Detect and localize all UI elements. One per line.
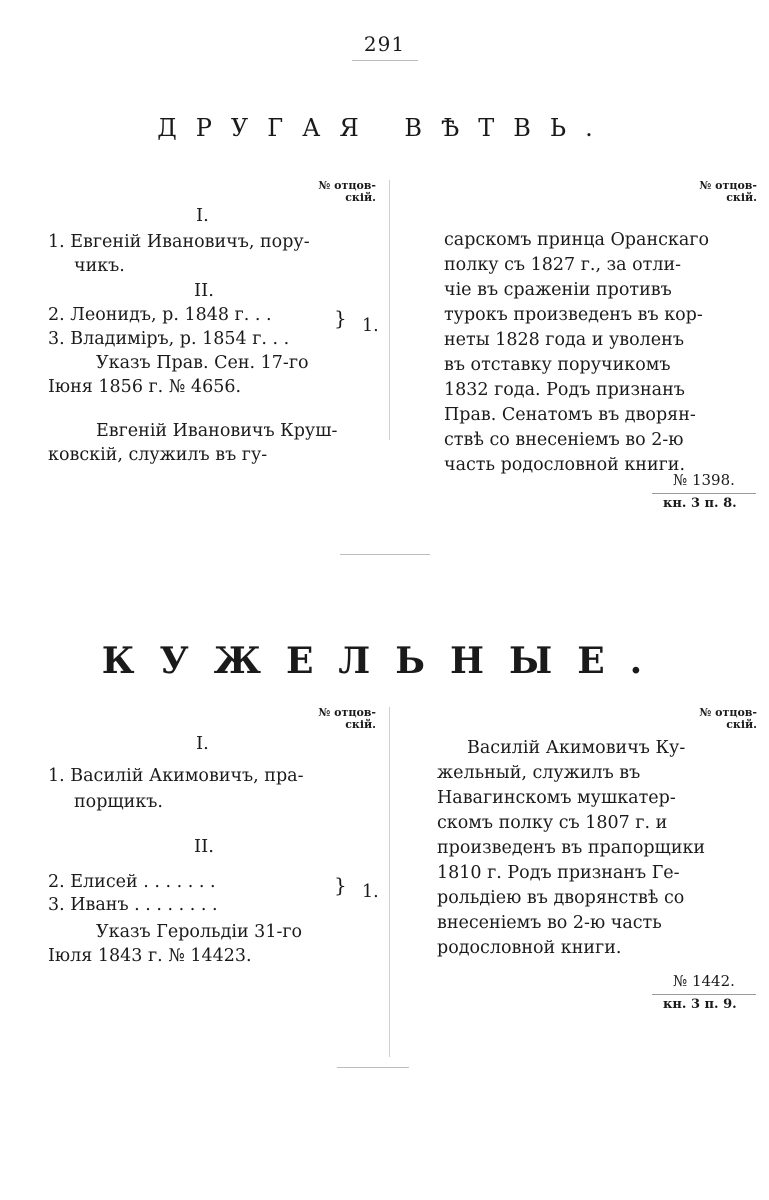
section2-bio-right-9: родословной книги. — [437, 938, 622, 958]
section1-bio-right-7: 1832 года. Родъ признанъ — [444, 380, 685, 400]
section2-bio-right-1: Василій Акимовичъ Ку- — [467, 738, 686, 758]
section1-title: ДРУГАЯ ВѢТВЬ. — [157, 114, 612, 142]
section2-brace: } — [334, 873, 347, 897]
section1-bio-right-4: турокъ произведенъ въ кор- — [444, 305, 703, 325]
section1-bio-right-3: чіе въ сраженіи противъ — [444, 280, 672, 300]
section2-bio-right-2: жельный, служилъ въ — [437, 763, 641, 783]
section1-generation-1: I. — [196, 205, 209, 226]
section2-col-label-right: № отцов- скій. — [699, 706, 757, 731]
section2-generation-2: II. — [194, 836, 214, 857]
section1-person-3: 3. Владиміръ, р. 1854 г. . . — [48, 329, 290, 349]
section1-bio-right-1: сарскомъ принца Оранскаго — [444, 230, 709, 250]
section1-bio-right-10: часть родословной книги. — [444, 455, 686, 475]
section2-bio-right-8: внесеніемъ во 2-ю часть — [437, 913, 662, 933]
section1-generation-2: II. — [194, 280, 214, 301]
section2-title: КУЖЕЛЬНЫЕ. — [101, 640, 668, 682]
section2-brace-mark: 1. — [362, 882, 379, 902]
section1-bio-right-9: ствѣ со внесеніемъ во 2-ю — [444, 430, 684, 450]
section2-ukaz-line-2: Іюля 1843 г. № 14423. — [48, 946, 252, 966]
section2-col-label-left: № отцов- скій. — [318, 706, 376, 731]
section2-person-1: 1. Василій Акимовичъ, пра- — [48, 766, 304, 786]
section1-bio-right-6: въ отставку поручикомъ — [444, 355, 671, 375]
section2-bio-right-5: произведенъ въ прапорщики — [437, 838, 706, 858]
section2-bio-right-7: рольдіею въ дворянствѣ со — [437, 888, 685, 908]
page-number-rule — [352, 60, 418, 61]
section1-bio-right-8: Прав. Сенатомъ въ дворян- — [444, 405, 696, 425]
section1-ukaz-line-2: Іюня 1856 г. № 4656. — [48, 377, 242, 397]
section1-person-2: 2. Леонидъ, р. 1848 г. . . — [48, 305, 272, 325]
section1-column-divider — [389, 180, 390, 440]
section2-ref-rule — [652, 994, 756, 995]
section2-ukaz-line-1: Указъ Герольдіи 31-го — [96, 922, 303, 942]
section2-generation-1: I. — [196, 733, 209, 754]
section1-col-label-left: № отцов- скій. — [318, 179, 376, 204]
section1-ukaz-line-1: Указъ Прав. Сен. 17-го — [96, 353, 309, 373]
section1-bio-left-2: ковскій, служилъ въ гу- — [48, 445, 268, 465]
section1-person-1: 1. Евгеній Ивановичъ, пору- — [48, 232, 310, 252]
section1-brace: } — [334, 306, 347, 330]
section2-person-3: 3. Иванъ . . . . . . . . — [48, 895, 218, 915]
bottom-separator — [337, 1067, 409, 1068]
section2-bio-right-6: 1810 г. Родъ признанъ Ге- — [437, 863, 680, 883]
section1-ref-number: № 1398. — [673, 471, 735, 489]
page-number: 291 — [363, 32, 406, 56]
section2-bio-right-3: Навагинскомъ мушкатер- — [437, 788, 676, 808]
section2-ref-number: № 1442. — [673, 972, 735, 990]
section1-bio-right-5: неты 1828 года и уволенъ — [444, 330, 684, 350]
section2-column-divider — [389, 707, 390, 1057]
section1-brace-mark: 1. — [362, 316, 379, 336]
section1-bio-left-1: Евгеній Ивановичъ Круш- — [96, 421, 338, 441]
section2-person-2: 2. Елисей . . . . . . . — [48, 872, 216, 892]
section1-col-label-right: № отцов- скій. — [699, 179, 757, 204]
section2-ref-location: кн. 3 п. 9. — [663, 997, 737, 1012]
section1-bio-right-2: полку съ 1827 г., за отли- — [444, 255, 682, 275]
section-separator — [340, 554, 430, 555]
section1-ref-rule — [652, 493, 756, 494]
section2-bio-right-4: скомъ полку съ 1807 г. и — [437, 813, 668, 833]
section1-person-1-cont: чикъ. — [74, 256, 125, 276]
section1-ref-location: кн. 3 п. 8. — [663, 496, 737, 511]
section2-person-1-cont: порщикъ. — [74, 792, 163, 812]
